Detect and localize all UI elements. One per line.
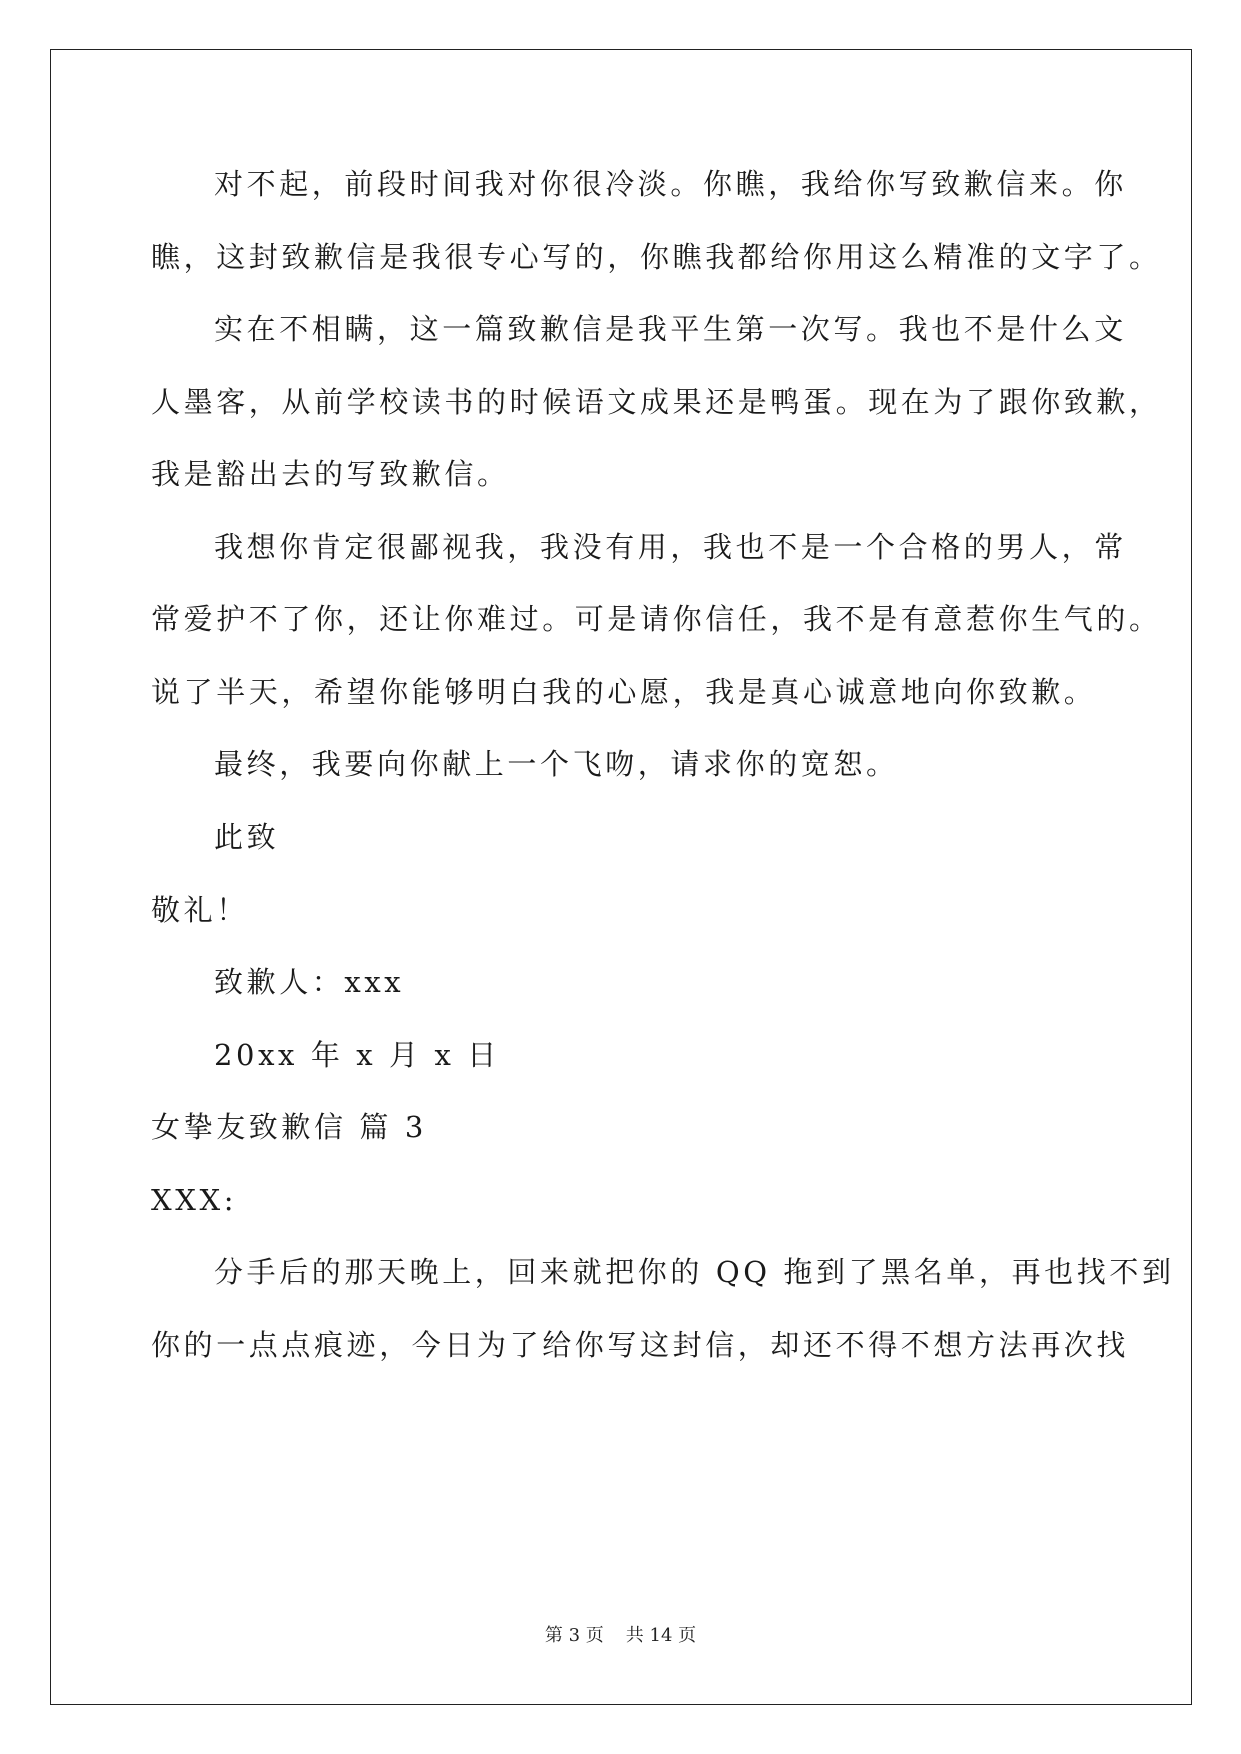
- body-line: 你的一点点痕迹，今日为了给你写这封信，却还不得不想方法再次找: [151, 1328, 1130, 1362]
- body-line: 说了半天，希望你能够明白我的心愿，我是真心诚意地向你致歉。: [151, 675, 1097, 709]
- page-footer: [0, 1624, 1241, 1648]
- section-heading: 女挚友致歉信 篇 3: [151, 1110, 427, 1144]
- body-line: 瞧，这封致歉信是我很专心写的，你瞧我都给你用这么精准的文字了。: [151, 240, 1162, 274]
- closing-line: 此致: [214, 820, 280, 854]
- recipient-line: XXX:: [151, 1183, 238, 1217]
- body-line: 我是豁出去的写致歉信。: [151, 457, 510, 491]
- page-frame: [50, 49, 1192, 1705]
- body-line: 对不起，前段时间我对你很冷淡。你瞧，我给你写致歉信来。你: [214, 167, 1127, 201]
- body-line: 最终，我要向你献上一个飞吻，请求你的宽恕。: [214, 747, 899, 781]
- salutation-line: 敬礼！: [151, 893, 249, 927]
- date-line: 20xx 年 x 月 x 日: [214, 1038, 500, 1072]
- body-line: 实在不相瞒，这一篇致歉信是我平生第一次写。我也不是什么文: [214, 312, 1127, 346]
- body-line: 常爱护不了你，还让你难过。可是请你信任，我不是有意惹你生气的。: [151, 602, 1162, 636]
- body-line: 人墨客，从前学校读书的时候语文成果还是鸭蛋。现在为了跟你致歉，: [151, 385, 1162, 419]
- page-total: 共 14 页: [625, 1625, 697, 1646]
- page-number: 第 3 页: [544, 1625, 604, 1646]
- signature-line: 致歉人：xxx: [214, 965, 405, 999]
- body-line: 分手后的那天晚上，回来就把你的 QQ 拖到了黑名单，再也找不到: [214, 1255, 1175, 1289]
- body-line: 我想你肯定很鄙视我，我没有用，我也不是一个合格的男人，常: [214, 530, 1127, 564]
